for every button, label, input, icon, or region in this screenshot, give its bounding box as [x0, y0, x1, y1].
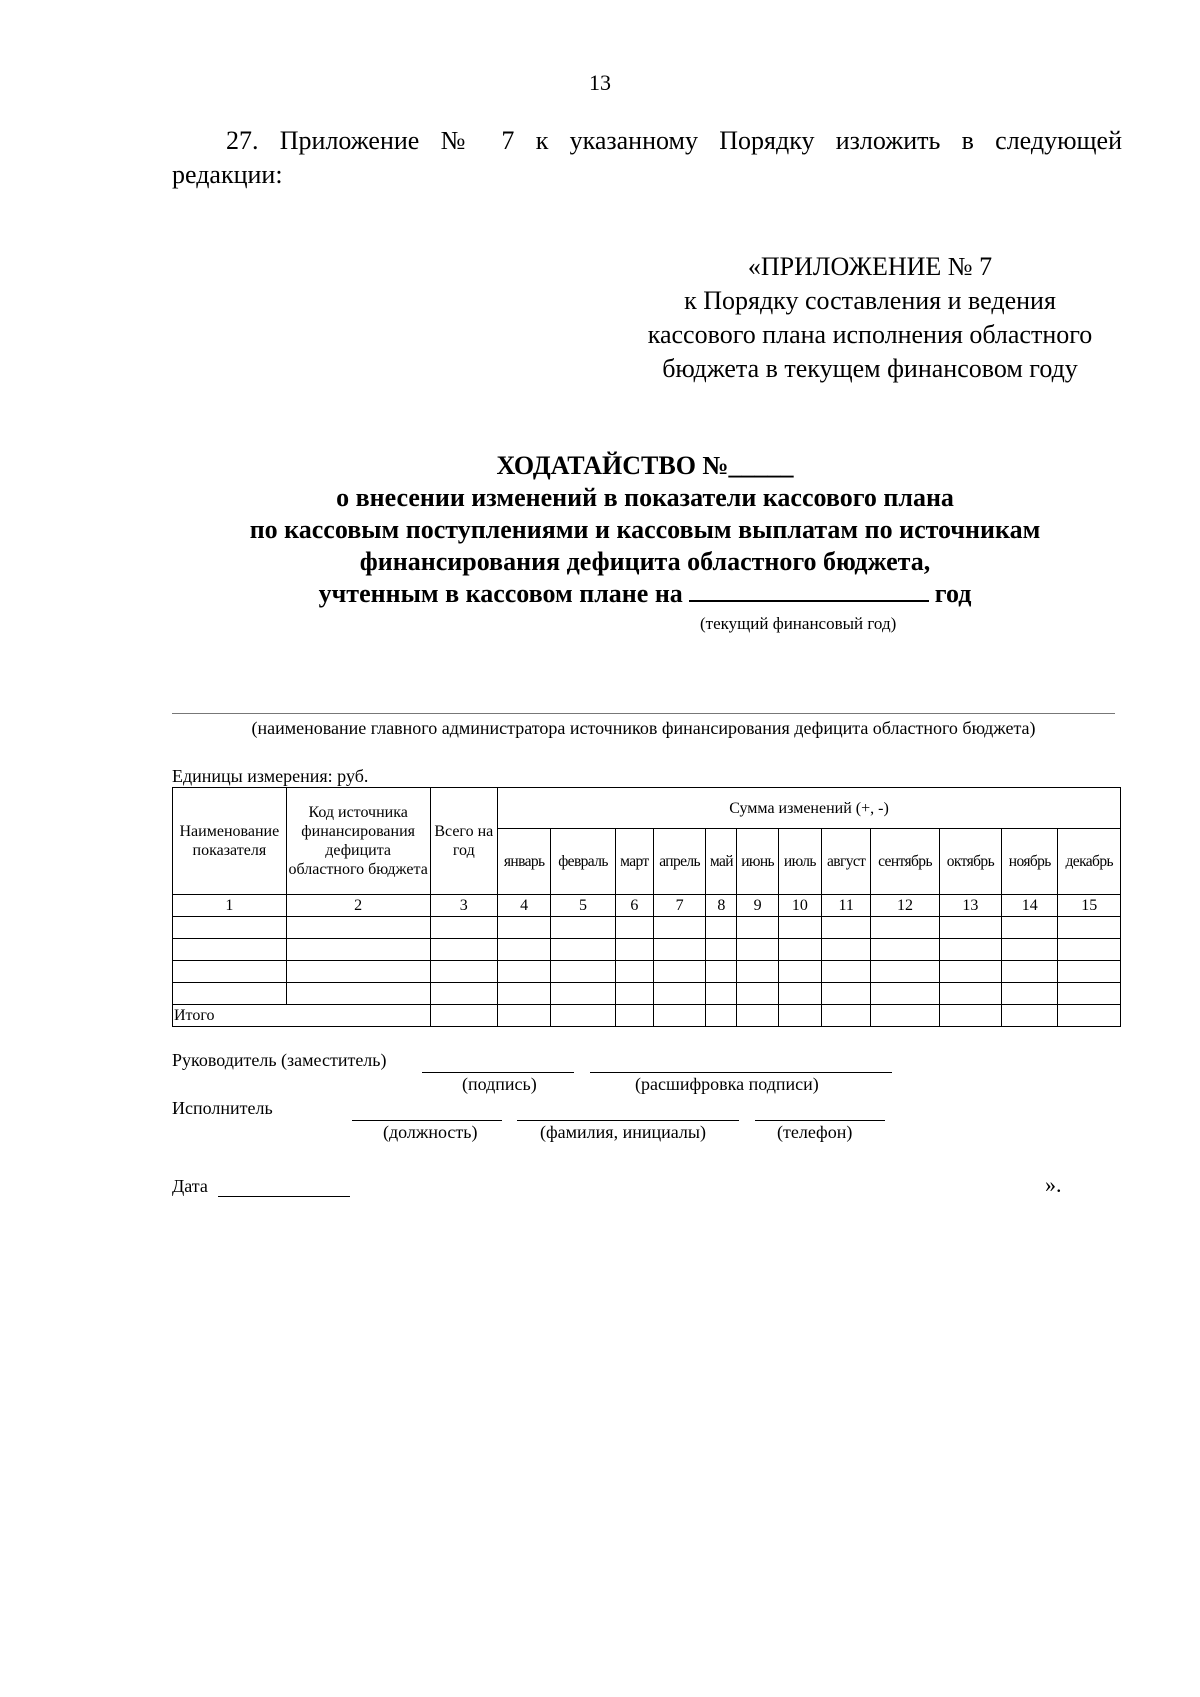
total-row: [173, 1005, 1121, 1027]
table-cell[interactable]: [615, 983, 653, 1005]
decoding-caption: (расшифровка подписи): [635, 1074, 819, 1094]
page-number: 13: [589, 70, 611, 95]
table-cell[interactable]: [706, 917, 737, 939]
table-cell[interactable]: [871, 983, 939, 1005]
year-caption: (текущий финансовый год): [700, 614, 897, 633]
column-number: 13: [939, 895, 1001, 917]
table-cell[interactable]: [706, 939, 737, 961]
table-cell[interactable]: [706, 983, 737, 1005]
table-cell[interactable]: [939, 917, 1001, 939]
table-cell[interactable]: [615, 1005, 653, 1027]
header-month: сентябрь: [871, 829, 939, 895]
table-cell[interactable]: [653, 917, 705, 939]
table-cell[interactable]: [551, 961, 615, 983]
table-cell[interactable]: [1002, 961, 1058, 983]
column-number: 14: [1002, 895, 1058, 917]
table-cell[interactable]: [1002, 983, 1058, 1005]
table-cell[interactable]: [498, 983, 551, 1005]
table-cell[interactable]: [737, 939, 778, 961]
table-cell[interactable]: [822, 983, 871, 1005]
table-cell[interactable]: [498, 939, 551, 961]
table-cell[interactable]: [939, 961, 1001, 983]
intro-line-1: 27. Приложение № 7 к указанному Порядку изложить в следующей: [226, 126, 1122, 155]
table-cell[interactable]: [430, 917, 497, 939]
header-month: май: [706, 829, 737, 895]
table-cell[interactable]: [286, 983, 430, 1005]
table-cell[interactable]: [498, 961, 551, 983]
decoding-line[interactable]: [590, 1072, 892, 1073]
table-cell[interactable]: [706, 961, 737, 983]
table-row: [173, 961, 1121, 983]
title-line-1: ХОДАТАЙСТВО №_____: [496, 451, 794, 480]
table-cell[interactable]: [430, 961, 497, 983]
head-label: Руководитель (заместитель): [172, 1050, 387, 1070]
column-number: 3: [430, 895, 497, 917]
table-cell[interactable]: [1058, 917, 1121, 939]
intro-paragraph: [172, 124, 1122, 192]
table-cell[interactable]: [939, 1005, 1001, 1027]
table-cell[interactable]: [498, 917, 551, 939]
table-cell[interactable]: [286, 939, 430, 961]
table-cell[interactable]: [778, 1005, 821, 1027]
appendix-header: [620, 250, 1120, 386]
column-number: 5: [551, 895, 615, 917]
table-row: [173, 917, 1121, 939]
column-number-row: [173, 895, 1121, 917]
table-cell[interactable]: [939, 983, 1001, 1005]
table-cell[interactable]: [615, 917, 653, 939]
signature-caption: (подпись): [462, 1074, 537, 1094]
table-cell[interactable]: [173, 917, 287, 939]
table-cell[interactable]: [430, 983, 497, 1005]
table-cell[interactable]: [173, 961, 287, 983]
table-cell[interactable]: [653, 939, 705, 961]
table-cell[interactable]: [653, 983, 705, 1005]
document-title: [170, 450, 1120, 610]
column-number: 2: [286, 895, 430, 917]
table-cell[interactable]: [737, 917, 778, 939]
date-line[interactable]: [218, 1196, 350, 1197]
changes-table: [172, 787, 1121, 1027]
header-month: апрель: [653, 829, 705, 895]
table-cell[interactable]: [1002, 917, 1058, 939]
header-month: февраль: [551, 829, 615, 895]
table-cell[interactable]: [778, 917, 821, 939]
table-cell[interactable]: [737, 983, 778, 1005]
column-number: 7: [653, 895, 705, 917]
name-line[interactable]: [517, 1120, 739, 1121]
header-code-column: Код источника финансирования дефицита областного бюджета: [286, 788, 430, 895]
header-month: январь: [498, 829, 551, 895]
table-row: [173, 983, 1121, 1005]
table-cell[interactable]: [653, 1005, 705, 1027]
table-cell[interactable]: [1058, 1005, 1121, 1027]
table-cell[interactable]: [871, 1005, 939, 1027]
phone-line[interactable]: [755, 1120, 885, 1121]
table-cell[interactable]: [737, 1005, 778, 1027]
position-caption: (должность): [383, 1122, 478, 1142]
table-cell[interactable]: [653, 961, 705, 983]
table-cell[interactable]: [822, 961, 871, 983]
table-cell[interactable]: [822, 917, 871, 939]
table-cell[interactable]: [1058, 983, 1121, 1005]
column-number: 9: [737, 895, 778, 917]
table-cell[interactable]: [551, 983, 615, 1005]
table-cell[interactable]: [498, 1005, 551, 1027]
title-line-4: финансирования дефицита областного бюджета,: [359, 547, 931, 576]
table-cell[interactable]: [778, 939, 821, 961]
table-cell[interactable]: [778, 983, 821, 1005]
column-number: 11: [822, 895, 871, 917]
title-line-3: по кассовым поступлениями и кассовым выплатам по источникам: [249, 515, 1041, 544]
header-month: декабрь: [1058, 829, 1121, 895]
table-cell[interactable]: [551, 1005, 615, 1027]
title-line-2: о внесении изменений в показатели кассового плана: [336, 483, 954, 512]
table-cell[interactable]: [615, 939, 653, 961]
table-cell[interactable]: [871, 961, 939, 983]
title-line-5-suffix: год: [934, 579, 972, 608]
table-cell[interactable]: [737, 961, 778, 983]
table-cell[interactable]: [1058, 939, 1121, 961]
table-cell[interactable]: [1002, 1005, 1058, 1027]
closing-quote: ».: [1045, 1172, 1062, 1197]
admin-name-line[interactable]: [172, 713, 1115, 714]
phone-caption: (телефон): [777, 1122, 853, 1142]
header-changes-sum: Сумма изменений (+, -): [498, 788, 1121, 829]
header-total-column: Всего на год: [430, 788, 497, 895]
table-cell[interactable]: [1002, 939, 1058, 961]
column-number: 12: [871, 895, 939, 917]
header-month: июль: [778, 829, 821, 895]
header-name-column: Наименование показателя: [173, 788, 287, 895]
header-month: июнь: [737, 829, 778, 895]
title-line-5: [170, 578, 1120, 610]
total-label: Итого: [173, 1005, 431, 1027]
column-number: 10: [778, 895, 821, 917]
signature-line[interactable]: [422, 1072, 574, 1073]
appendix-line-2: к Порядку составления и ведения: [684, 286, 1056, 315]
table-cell[interactable]: [939, 939, 1001, 961]
table-cell[interactable]: [1058, 961, 1121, 983]
table-cell[interactable]: [822, 1005, 871, 1027]
table-cell[interactable]: [551, 917, 615, 939]
intro-line-2: редакции:: [172, 160, 283, 189]
name-caption: (фамилия, инициалы): [540, 1122, 706, 1142]
table-cell[interactable]: [871, 939, 939, 961]
executor-label: Исполнитель: [172, 1098, 273, 1118]
table-row: [173, 939, 1121, 961]
table-cell[interactable]: [286, 917, 430, 939]
column-number: 4: [498, 895, 551, 917]
units-label: Единицы измерения: руб.: [172, 766, 369, 786]
table-cell[interactable]: [615, 961, 653, 983]
date-label: Дата: [172, 1176, 208, 1196]
table-cell[interactable]: [778, 961, 821, 983]
appendix-line-3: кассового плана исполнения областного: [647, 320, 1093, 349]
appendix-line-1: «ПРИЛОЖЕНИЕ № 7: [747, 252, 993, 281]
table-cell[interactable]: [173, 939, 287, 961]
table-cell[interactable]: [551, 939, 615, 961]
table-cell[interactable]: [430, 939, 497, 961]
year-blank-field[interactable]: [689, 578, 929, 602]
appendix-line-4: бюджета в текущем финансовом году: [662, 354, 1078, 383]
table-cell[interactable]: [286, 961, 430, 983]
header-month: август: [822, 829, 871, 895]
header-month: март: [615, 829, 653, 895]
table-cell[interactable]: [173, 983, 287, 1005]
table-cell[interactable]: [706, 1005, 737, 1027]
column-number: 15: [1058, 895, 1121, 917]
column-number: 6: [615, 895, 653, 917]
column-number: 8: [706, 895, 737, 917]
position-line[interactable]: [352, 1120, 502, 1121]
table-cell[interactable]: [430, 1005, 497, 1027]
title-line-5-prefix: учтенным в кассовом плане на: [318, 579, 683, 608]
table-cell[interactable]: [871, 917, 939, 939]
header-month: ноябрь: [1002, 829, 1058, 895]
header-month: октябрь: [939, 829, 1001, 895]
table-cell[interactable]: [822, 939, 871, 961]
column-number: 1: [173, 895, 287, 917]
admin-caption: (наименование главного администратора источников финансирования дефицита областного бюджета): [251, 718, 1036, 738]
